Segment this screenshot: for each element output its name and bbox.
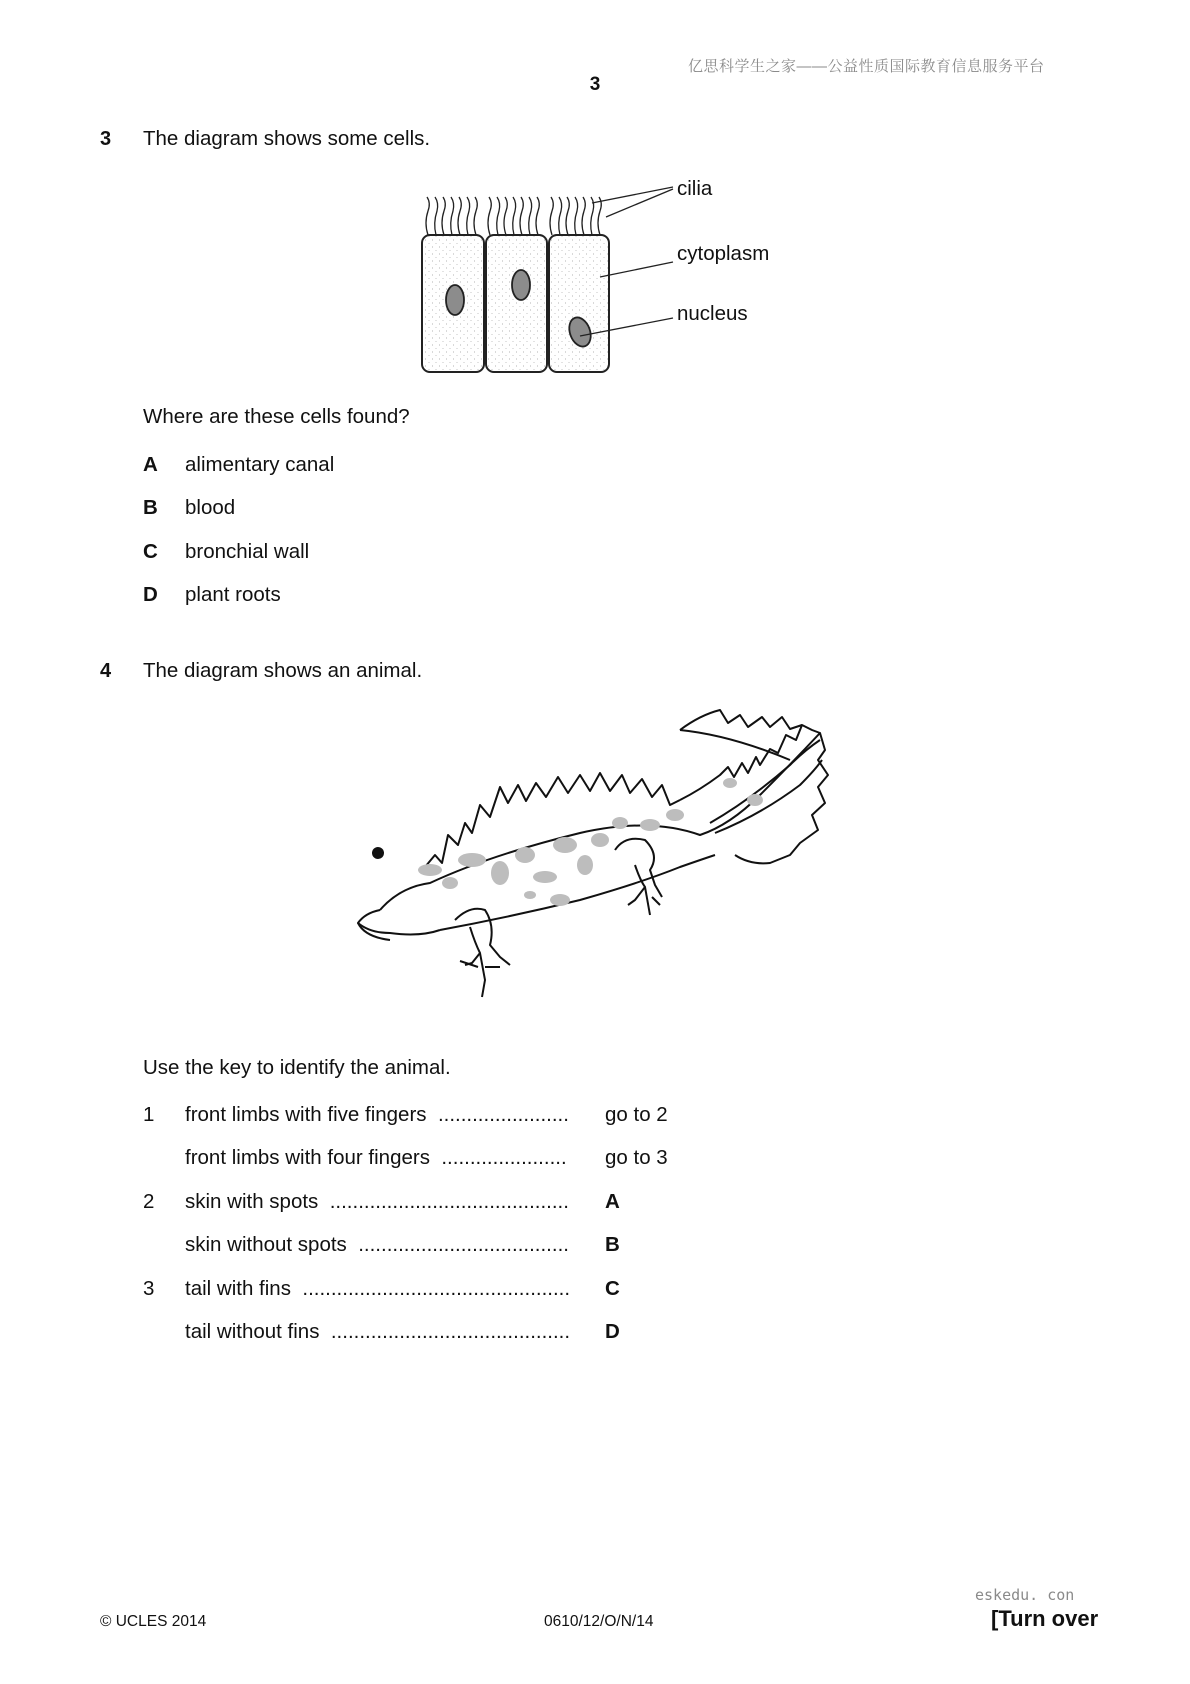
key-row-5-result: C	[605, 1277, 620, 1300]
key-row-2-text: front limbs with four fingers ......................	[185, 1146, 567, 1169]
newt-eye	[372, 847, 384, 859]
key-row-1-text: front limbs with five fingers .......................	[185, 1103, 569, 1126]
key-row-3-result: A	[605, 1190, 620, 1213]
q4-number: 4	[100, 660, 112, 682]
q4-question: Use the key to identify the animal.	[143, 1056, 451, 1079]
key-row-3-text: skin with spots ..........................................	[185, 1190, 569, 1213]
header-watermark: 亿思科学生之家——公益性质国际教育信息服务平台	[688, 58, 1045, 75]
key-row-1-result: go to 2	[605, 1103, 668, 1126]
cilia-group	[426, 197, 601, 235]
q3-option-c-text: bronchial wall	[185, 540, 310, 563]
label-cilia: cilia	[677, 177, 713, 200]
key-row-4-text: skin without spots .....................................	[185, 1233, 569, 1256]
q3-option-b-letter[interactable]: B	[143, 496, 158, 519]
q4-stem: The diagram shows an animal.	[143, 659, 423, 682]
label-nucleus: nucleus	[677, 302, 748, 325]
q3-option-b-text: blood	[185, 496, 236, 519]
key-row-1-num: 1	[143, 1103, 155, 1126]
newt-spots	[418, 778, 763, 906]
key-row-6-text: tail without fins ..........................................	[185, 1320, 571, 1343]
q3-option-a-text: alimentary canal	[185, 453, 335, 476]
footer-code: 0610/12/O/N/14	[544, 1613, 654, 1630]
cell-3	[549, 235, 609, 372]
page-number: 3	[589, 74, 601, 95]
key-row-4-result: B	[605, 1233, 620, 1256]
q3-stem: The diagram shows some cells.	[143, 127, 431, 150]
key-row-3-num: 2	[143, 1190, 155, 1213]
q3-option-d-letter[interactable]: D	[143, 583, 158, 606]
q3-option-a-letter[interactable]: A	[143, 453, 158, 476]
footer-copyright: © UCLES 2014	[100, 1613, 207, 1630]
q3-option-c-letter[interactable]: C	[143, 540, 158, 563]
q3-option-d-text: plant roots	[185, 583, 281, 606]
newt-diagram	[350, 705, 850, 1030]
key-row-5-num: 3	[143, 1277, 155, 1300]
q3-question: Where are these cells found?	[143, 405, 410, 428]
nucleus-2	[512, 270, 530, 300]
key-row-5-text: tail with fins ...............................................	[185, 1277, 571, 1300]
cells-diagram	[410, 175, 810, 385]
turn-over: [Turn over	[991, 1606, 1099, 1631]
key-row-6-result: D	[605, 1320, 620, 1343]
key-row-2-result: go to 3	[605, 1146, 668, 1169]
footer-watermark: eskedu. con	[975, 1586, 1075, 1604]
q3-number: 3	[100, 128, 112, 150]
nucleus-1	[446, 285, 464, 315]
cell-2	[486, 235, 547, 372]
label-cytoplasm: cytoplasm	[677, 242, 770, 265]
